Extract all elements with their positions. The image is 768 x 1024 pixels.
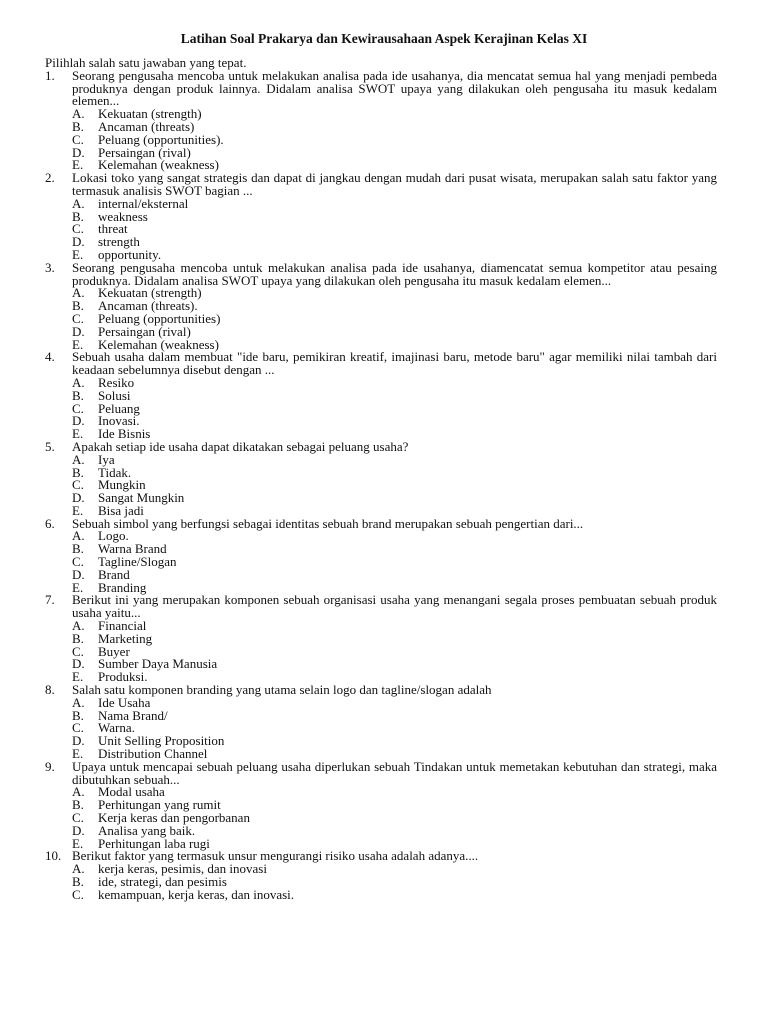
option-text: Distribution Channel (98, 746, 208, 762)
question-text: Upaya untuk mencapai sebuah peluang usaha diperlukan sebuah Tindakan untuk memetakan kebutuhan dan strategi, maka dibutuhkan sebuah... (72, 758, 717, 787)
option-letter: B. (72, 707, 84, 723)
option-letter: C. (72, 477, 84, 493)
answer-options (72, 530, 717, 594)
option-text: Tidak. (98, 464, 132, 480)
option-letter: E. (72, 502, 84, 518)
option-text: Logo. (98, 528, 129, 544)
option-letter: B. (72, 464, 84, 480)
option-text: Persaingan (rival) (98, 323, 191, 339)
option-text: Mungkin (98, 477, 146, 493)
option-text: Iya (98, 451, 115, 467)
document-content (45, 57, 717, 902)
answer-option (72, 707, 717, 723)
option-letter: D. (72, 234, 85, 250)
option-text: threat (98, 221, 128, 237)
question-item (45, 684, 717, 761)
answer-option (72, 208, 717, 224)
option-letter: E. (72, 336, 84, 352)
answer-options (72, 786, 717, 850)
question-number: 2. (45, 170, 55, 186)
question-number: 8. (45, 682, 55, 698)
answer-option (72, 415, 717, 428)
question-text: Apakah setiap ide usaha dapat dikatakan sebagai peluang usaha? (72, 438, 409, 454)
option-letter: C. (72, 643, 84, 659)
option-letter: C. (72, 810, 84, 826)
answer-options (72, 620, 717, 684)
option-text: Kerja keras dan pengorbanan (98, 810, 250, 826)
option-text: Perhitungan laba rugi (98, 835, 210, 851)
option-text: Kekuatan (strength) (98, 106, 202, 122)
option-letter: E. (72, 246, 84, 262)
option-text: Bisa jadi (98, 502, 144, 518)
answer-option (72, 530, 717, 543)
answer-option (72, 566, 717, 582)
option-letter: B. (72, 118, 84, 134)
option-letter: E. (72, 746, 84, 762)
option-letter: C. (72, 886, 84, 902)
option-text: Peluang (98, 400, 140, 416)
option-text: Marketing (98, 630, 153, 646)
option-letter: E. (72, 669, 84, 685)
option-text: Sangat Mungkin (98, 490, 185, 506)
answer-options (72, 287, 717, 351)
answer-option (72, 694, 717, 710)
option-text: Peluang (opportunities) (98, 310, 221, 326)
option-letter: C. (72, 400, 84, 416)
option-letter: A. (72, 106, 85, 122)
question-item (45, 438, 717, 518)
option-letter: B. (72, 874, 84, 889)
option-text: Sumber Daya Manusia (98, 656, 218, 672)
answer-option (72, 492, 717, 505)
question-text: Lokasi toko yang sangat strategis dan dapat di jangkau dengan mudah dari pusat wisata, merupakan salah satu faktor yang termasuk analisis SWOT bagian ... (72, 170, 717, 198)
option-text: Modal usaha (98, 784, 165, 800)
option-text: Persaingan (rival) (98, 144, 191, 160)
option-letter: A. (72, 861, 85, 877)
question-text: Sebuah simbol yang berfungsi sebagai identitas sebuah brand merupakan sebuah pengertian dari... (72, 515, 584, 531)
option-text: Solusi (98, 387, 131, 403)
option-text: Tagline/Slogan (98, 554, 177, 570)
option-text: Ancaman (threats) (98, 118, 195, 134)
answer-options (72, 863, 717, 901)
question-number: 7. (45, 592, 55, 608)
question-number: 3. (45, 259, 55, 275)
answer-option (72, 236, 717, 249)
question-number: 6. (45, 515, 55, 531)
option-text: Unit Selling Proposition (98, 733, 225, 749)
answer-option (72, 886, 717, 902)
option-text: Ide Usaha (98, 694, 151, 710)
answer-option (72, 658, 717, 671)
option-text: Inovasi. (98, 413, 140, 429)
question-text: Sebuah usaha dalam membuat "ide baru, pemikiran kreatif, imajinasi baru, metode baru" agar memiliki nilai tambah dari keadaan sebelumnya disebut dengan ... (72, 349, 717, 378)
question-text: Berikut faktor yang termasuk unsur mengurangi risiko usaha adalah adanya.... (72, 848, 479, 864)
option-text: Branding (98, 579, 147, 595)
option-text: Kelemahan (weakness) (98, 157, 219, 173)
question-number: 10. (45, 848, 62, 864)
question-item (45, 515, 717, 595)
document-title: Latihan Soal Prakarya dan Kewirausahaan Aspek Kerajinan Kelas XI (180, 31, 588, 46)
option-letter: D. (72, 323, 85, 339)
option-letter: A. (72, 618, 85, 634)
option-letter: C. (72, 221, 84, 237)
option-letter: D. (72, 822, 85, 838)
answer-options (72, 108, 717, 172)
option-text: Ancaman (threats). (98, 298, 198, 314)
question-number: 5. (45, 438, 55, 454)
option-text: Buyer (98, 643, 130, 659)
option-text: weakness (98, 208, 148, 224)
option-letter: B. (72, 541, 84, 557)
question-text: Berikut ini yang merupakan komponen sebuah organisasi usaha yang menangani segala proses pembuatan sebuah produk usaha yaitu... (72, 592, 717, 621)
answer-option (72, 451, 717, 467)
answer-option (72, 223, 717, 236)
option-text: Resiko (98, 374, 135, 390)
option-text: Ide Bisnis (98, 426, 151, 442)
option-letter: C. (72, 310, 84, 326)
option-letter: D. (72, 566, 85, 582)
question-item (45, 758, 717, 851)
question-item (45, 594, 717, 684)
answer-option (72, 464, 717, 480)
option-text: Warna Brand (98, 541, 167, 557)
option-letter: A. (72, 374, 85, 390)
option-letter: A. (72, 285, 85, 301)
option-text: Produksi. (98, 669, 148, 685)
option-text: internal/eksternal (98, 195, 189, 211)
option-letter: D. (72, 656, 85, 672)
option-text: Perhitungan yang rumit (98, 797, 221, 813)
option-letter: A. (72, 528, 85, 544)
answer-options (72, 451, 717, 518)
option-text: Kelemahan (weakness) (98, 336, 219, 352)
option-letter: E. (72, 157, 84, 173)
question-item (45, 67, 717, 173)
option-letter: C. (72, 720, 84, 736)
option-letter: A. (72, 694, 85, 710)
option-letter: D. (72, 490, 85, 506)
question-text: Salah satu komponen branding yang utama selain logo dan tagline/slogan adalah (72, 682, 492, 698)
option-letter: C. (72, 131, 84, 147)
question-item (45, 259, 717, 352)
answer-option (72, 556, 717, 569)
option-text: strength (98, 234, 140, 250)
answer-option (72, 195, 717, 211)
question-item (45, 850, 717, 901)
question-list (45, 67, 717, 902)
option-text: ide, strategi, dan pesimis (98, 874, 227, 889)
option-text: Kekuatan (strength) (98, 285, 202, 301)
question-item (45, 351, 717, 441)
question-text: Seorang pengusaha mencoba untuk melakukan analisa pada ide usahanya, dia mencatat semua hal yang menjadi pembeda produknya dengan produk lainnya. Didalam analisa SWOT upaya yang dilakukan oleh pengusaha itu masuk kedalam elemen... (72, 67, 717, 109)
option-text: Nama Brand/ (98, 707, 168, 723)
option-letter: D. (72, 733, 85, 749)
question-item (45, 172, 717, 262)
answer-options (72, 195, 717, 262)
option-letter: A. (72, 784, 85, 800)
question-text: Seorang pengusaha mencoba untuk melakukan analisa pada ide usahanya, diamencatat semua kompetitor atau pesaing produknya. Didalam analisa SWOT upaya yang dilakukan oleh pengusaha itu masuk kedalam elemen... (72, 259, 717, 288)
option-letter: B. (72, 797, 84, 813)
option-text: opportunity. (98, 246, 162, 262)
answer-option (72, 374, 717, 390)
answer-option (72, 630, 717, 646)
option-text: kerja keras, pesimis, dan inovasi (98, 861, 267, 877)
answer-option (72, 620, 717, 633)
question-number: 9. (45, 758, 55, 774)
answer-option (72, 400, 717, 416)
option-letter: A. (72, 195, 85, 211)
question-number: 1. (45, 67, 55, 83)
option-letter: E. (72, 579, 84, 595)
instruction-text: Pilihlah salah satu jawaban yang tepat. (45, 55, 247, 70)
option-letter: B. (72, 630, 84, 646)
answer-options (72, 374, 717, 442)
option-letter: E. (72, 426, 84, 442)
option-letter: D. (72, 413, 85, 429)
option-letter: B. (72, 298, 84, 314)
option-letter: D. (72, 144, 85, 160)
option-text: kemampuan, kerja keras, dan inovasi. (98, 886, 295, 902)
option-letter: C. (72, 554, 84, 570)
option-letter: B. (72, 208, 84, 224)
answer-options (72, 694, 717, 762)
option-text: Brand (98, 566, 130, 582)
option-letter: E. (72, 835, 84, 851)
question-number: 4. (45, 349, 55, 365)
option-letter: B. (72, 387, 84, 403)
option-text: Financial (98, 618, 147, 634)
answer-option (72, 387, 717, 403)
option-letter: A. (72, 451, 85, 467)
option-text: Analisa yang baik. (98, 822, 196, 838)
option-text: Peluang (opportunities). (98, 131, 224, 147)
option-text: Warna. (98, 720, 135, 736)
